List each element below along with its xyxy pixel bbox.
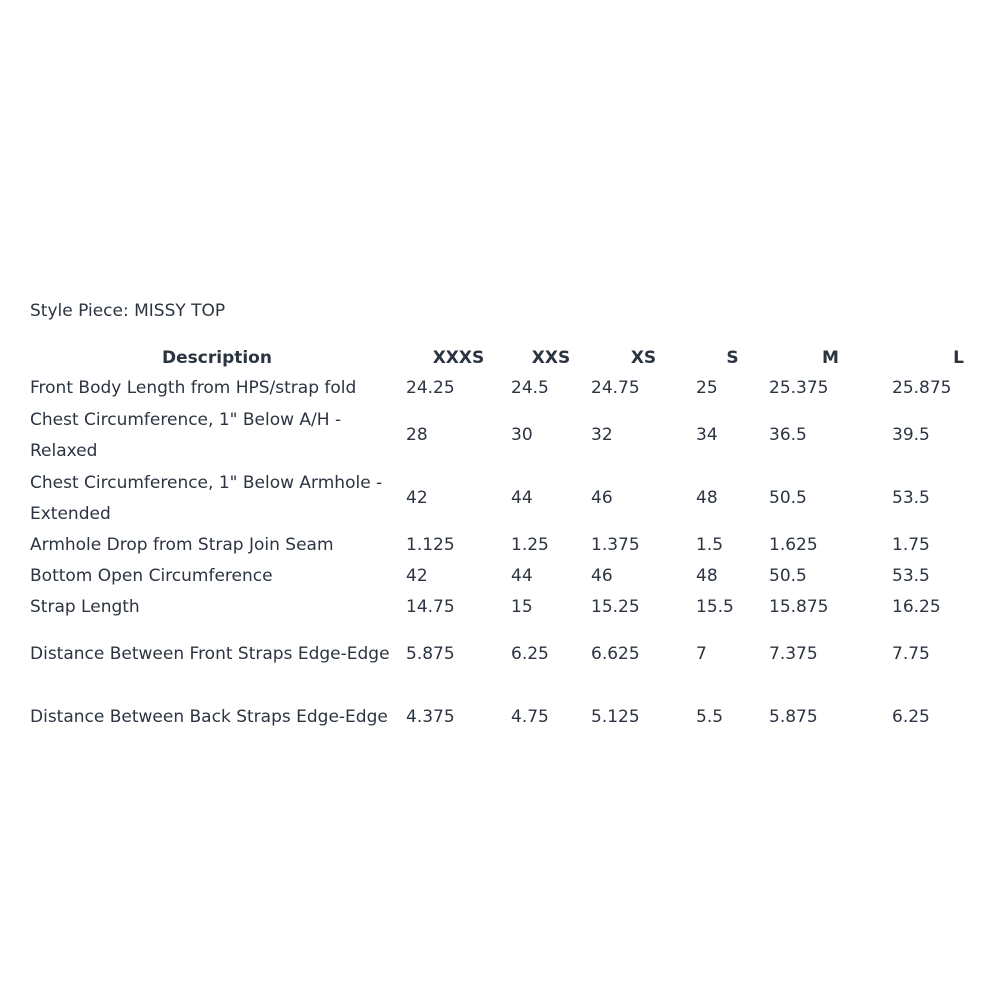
header-size-l: L — [953, 348, 964, 368]
row-description: Distance Between Front Straps Edge-Edge — [30, 644, 390, 664]
table-row — [28, 467, 978, 530]
cell-value: 42 — [406, 488, 428, 508]
cell-value: 36.5 — [769, 425, 807, 445]
row-description: Strap Length — [30, 597, 140, 617]
cell-value: 44 — [511, 488, 533, 508]
cell-value: 1.375 — [591, 535, 640, 555]
cell-value: 24.75 — [591, 378, 640, 398]
cell-value: 24.25 — [406, 378, 455, 398]
cell-value: 39.5 — [892, 425, 930, 445]
cell-value: 6.25 — [892, 707, 930, 727]
table-header-row — [28, 343, 978, 373]
cell-value: 6.625 — [591, 644, 640, 664]
row-description: Front Body Length from HPS/strap fold — [30, 378, 357, 398]
row-description: Chest Circumference, 1" Below Armhole - Extended — [30, 472, 383, 524]
table-row — [28, 404, 978, 467]
row-description: Distance Between Back Straps Edge-Edge — [30, 707, 388, 727]
cell-value: 7.75 — [892, 644, 930, 664]
header-description: Description — [162, 348, 272, 368]
header-size-s: S — [726, 348, 739, 368]
cell-value: 1.75 — [892, 535, 930, 555]
cell-value: 16.25 — [892, 597, 941, 617]
cell-value: 48 — [696, 566, 718, 586]
cell-value: 15.5 — [696, 597, 734, 617]
cell-value: 48 — [696, 488, 718, 508]
cell-value: 1.125 — [406, 535, 455, 555]
cell-value: 42 — [406, 566, 428, 586]
header-size-xxxs: XXXS — [432, 348, 485, 368]
table-row — [28, 686, 978, 749]
cell-value: 30 — [511, 425, 533, 445]
cell-value: 5.875 — [406, 644, 455, 664]
cell-value: 4.375 — [406, 707, 455, 727]
cell-value: 15 — [511, 597, 533, 617]
cell-value: 53.5 — [892, 566, 930, 586]
cell-value: 1.5 — [696, 535, 724, 555]
table-row — [28, 530, 978, 561]
row-description: Bottom Open Circumference — [30, 566, 273, 586]
size-spec-table — [28, 343, 978, 749]
cell-value: 28 — [406, 425, 428, 445]
cell-value: 4.75 — [511, 707, 549, 727]
cell-value: 32 — [591, 425, 613, 445]
cell-value: 53.5 — [892, 488, 930, 508]
cell-value: 1.625 — [769, 535, 818, 555]
cell-value: 15.875 — [769, 597, 829, 617]
header-size-xs: XS — [630, 348, 657, 368]
cell-value: 46 — [591, 566, 613, 586]
cell-value: 7 — [696, 644, 707, 664]
cell-value: 5.125 — [591, 707, 640, 727]
cell-value: 6.25 — [511, 644, 549, 664]
header-size-m: M — [822, 348, 839, 368]
cell-value: 34 — [696, 425, 718, 445]
cell-value: 5.875 — [769, 707, 818, 727]
header-size-xxs: XXS — [531, 348, 571, 368]
table-row — [28, 592, 978, 623]
cell-value: 25 — [696, 378, 718, 398]
cell-value: 46 — [591, 488, 613, 508]
cell-value: 5.5 — [696, 707, 724, 727]
table-row — [28, 623, 978, 686]
table-row — [28, 373, 978, 404]
cell-value: 15.25 — [591, 597, 640, 617]
cell-value: 25.875 — [892, 378, 952, 398]
row-description: Armhole Drop from Strap Join Seam — [30, 535, 334, 555]
cell-value: 7.375 — [769, 644, 818, 664]
cell-value: 25.375 — [769, 378, 829, 398]
cell-value: 50.5 — [769, 488, 807, 508]
cell-value: 50.5 — [769, 566, 807, 586]
row-description: Chest Circumference, 1" Below A/H - Relaxed — [30, 409, 342, 461]
table-row — [28, 561, 978, 592]
style-piece-title: Style Piece: MISSY TOP — [30, 301, 226, 321]
cell-value: 44 — [511, 566, 533, 586]
cell-value: 24.5 — [511, 378, 549, 398]
cell-value: 1.25 — [511, 535, 549, 555]
cell-value: 14.75 — [406, 597, 455, 617]
